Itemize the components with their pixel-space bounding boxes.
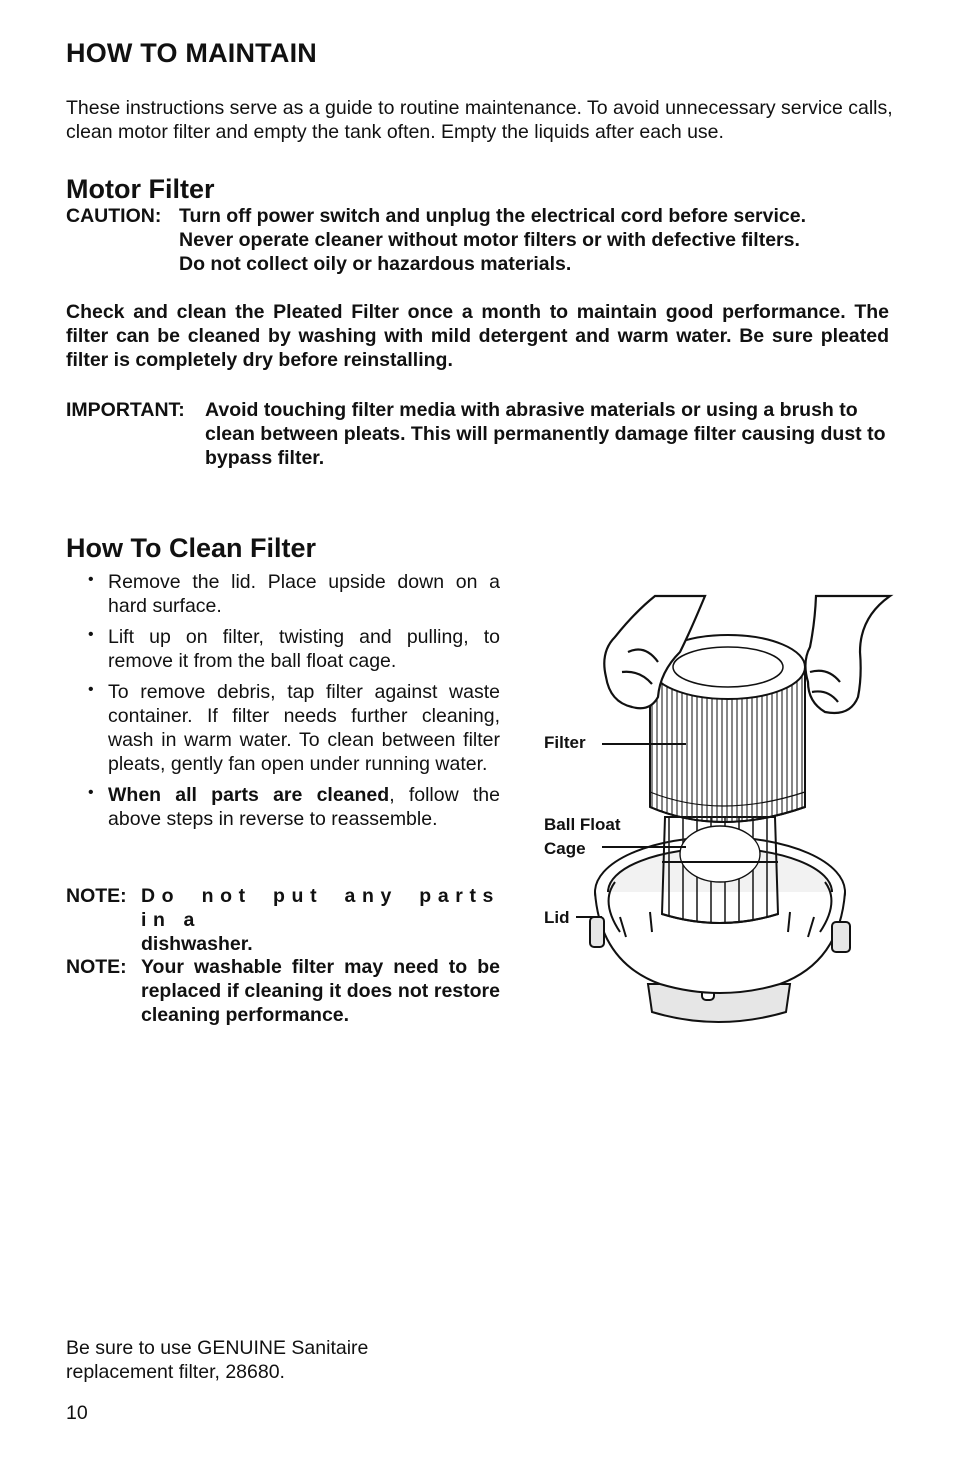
list-item [66,570,500,618]
note-label: NOTE: [66,885,127,907]
list-item [66,783,500,831]
note-label: NOTE: [66,956,127,978]
caution-line: Turn off power switch and unplug the electrical cord before service. [179,205,807,227]
step-text: Remove the lid. Place upside down on a hard surface. [108,571,500,617]
footer-line: Be sure to use GENUINE Sanitaire [66,1337,369,1359]
clean-steps-list [66,570,500,838]
page-title: HOW TO MAINTAIN [66,38,317,68]
filter-illustration [540,592,920,1032]
ball-float-cage-shape [662,817,778,923]
note-dishwasher [66,884,500,956]
important-label: IMPORTANT: [66,399,185,421]
callout-ball-float: Ball Float [544,815,621,834]
bullet-icon: • [88,681,94,698]
callout-filter: Filter [544,733,586,752]
filter-diagram-svg [540,592,920,1032]
intro-paragraph: These instructions serve as a guide to routine maintenance. To avoid unnecessary service calls, clean motor filter and empty the tank often. Empty the liquids after each use. [66,97,893,143]
replacement-filter-note [66,1336,466,1384]
caution-line: Do not collect oily or hazardous materials. [179,253,572,275]
page-number: 10 [66,1402,88,1424]
note-text [141,884,500,956]
note-replace-filter [66,955,500,1027]
note-text-rest: dishwasher. [141,933,253,955]
note-text-spaced: Do not put any parts in a [141,885,500,931]
callout-cage: Cage [544,839,586,858]
step-text: To remove debris, tap filter against waste container. If filter needs further cleaning, wash in warm water. To clean between filter pleats, gently fan open under running water. [108,681,500,775]
list-item [66,680,500,776]
caution-block [66,204,894,276]
caution-text [179,204,806,276]
clean-filter-heading: How To Clean Filter [66,533,317,563]
motor-filter-heading: Motor Filter [66,174,215,204]
list-item [66,625,500,673]
important-block [66,398,894,470]
check-filter-paragraph: Check and clean the Pleated Filter once a month to maintain good performance. The filter can be cleaned by washing with mild detergent and warm water. Be sure pleated filter is completely dry before reinstalling. [66,301,889,371]
pleated-filter-shape [650,635,805,822]
step-bold-text: When all parts are cleaned [108,784,390,806]
note-text: Your washable filter may need to be replaced if cleaning it does not restore cleaning performance. [141,956,500,1026]
step-text: , follow the above steps in reverse to reassemble. [108,784,500,830]
bullet-icon: • [88,626,94,643]
caution-label: CAUTION: [66,205,162,227]
step-text: Lift up on filter, twisting and pulling, to remove it from the ball float cage. [108,626,500,672]
footer-line: replacement filter, 28680. [66,1361,285,1383]
caution-line: Never operate cleaner without motor filters or with defective filters. [179,229,800,251]
bullet-icon: • [88,784,94,801]
callout-lid: Lid [544,908,570,927]
bullet-icon: • [88,571,94,588]
important-text: Avoid touching filter media with abrasive materials or using a brush to clean between pleats. This will permanently damage filter causing dust to bypass filter. [205,399,886,469]
